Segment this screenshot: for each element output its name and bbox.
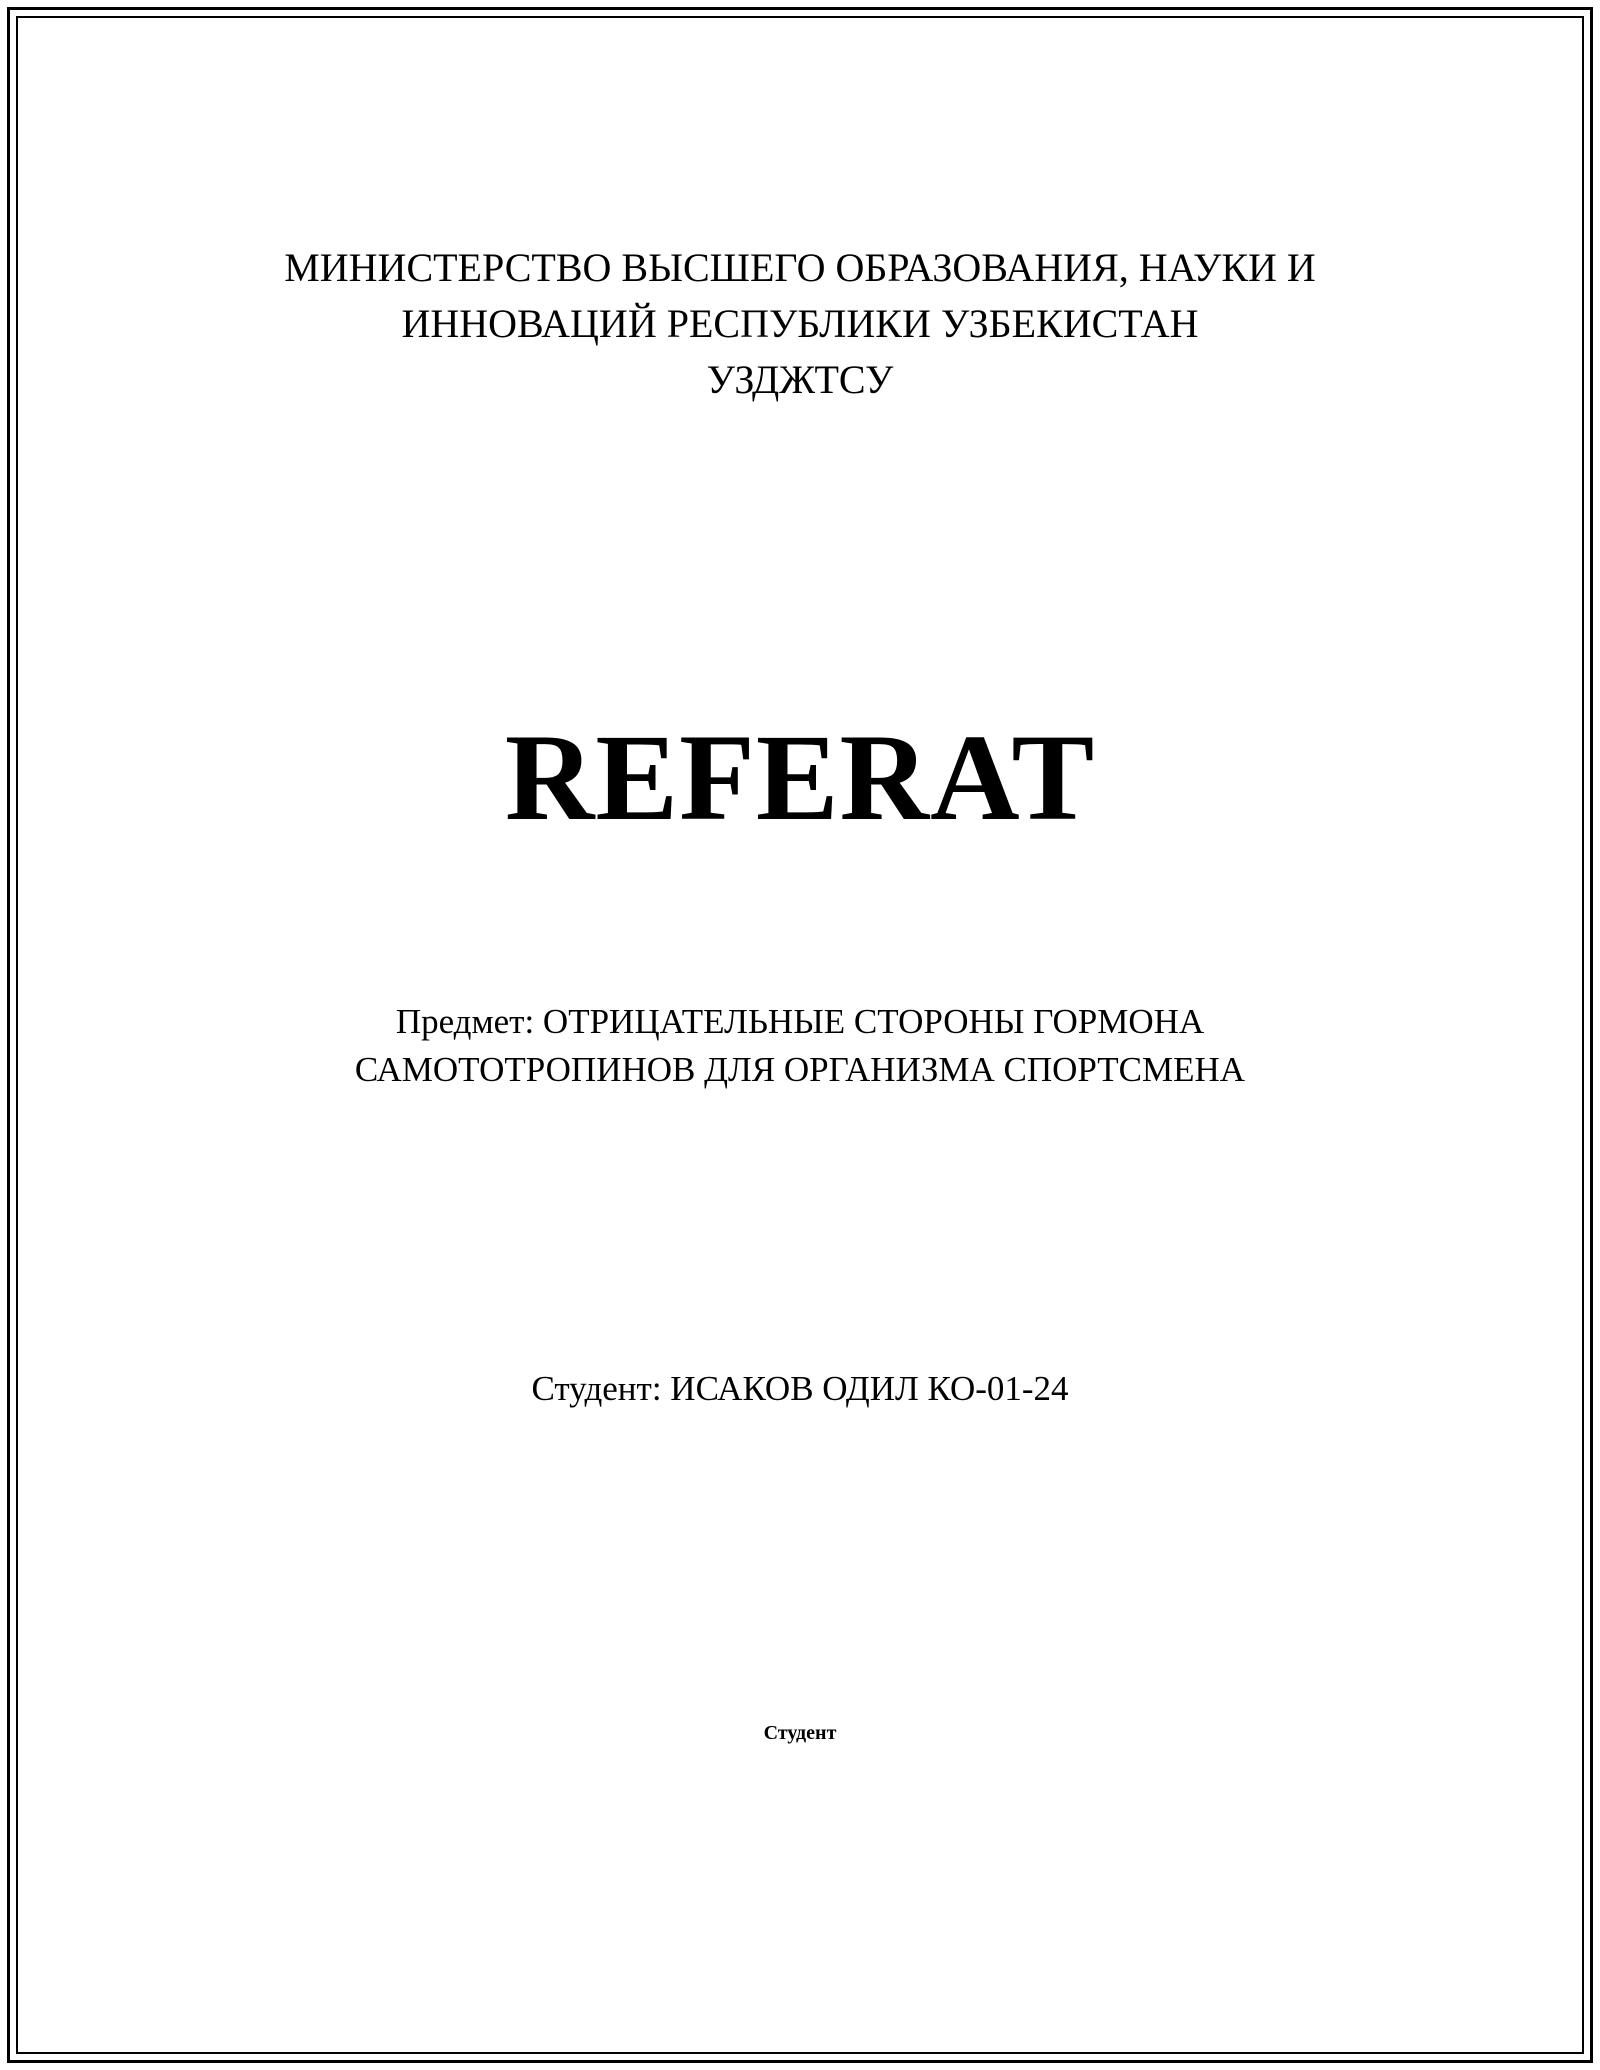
student-info: Студент: ИСАКОВ ОДИЛ КО-01-24	[531, 1369, 1069, 1408]
ministry-heading-line-1: МИНИСТЕРСТВО ВЫСШЕГО ОБРАЗОВАНИЯ, НАУКИ И	[284, 245, 1316, 290]
document-title: REFERAT	[504, 709, 1096, 846]
footer-student-label: Студент	[763, 1722, 837, 1744]
ministry-heading-line-2: ИННОВАЦИЙ РЕСПУБЛИКИ УЗБЕКИСТАН	[401, 301, 1199, 346]
university-name: УЗДЖТСУ	[706, 357, 894, 402]
subject-line-2: САМОТОТРОПИНОВ ДЛЯ ОРГАНИЗМА СПОРТСМЕНА	[354, 1050, 1246, 1089]
subject-line-1: Предмет: ОТРИЦАТЕЛЬНЫЕ СТОРОНЫ ГОРМОНА	[395, 1002, 1205, 1041]
